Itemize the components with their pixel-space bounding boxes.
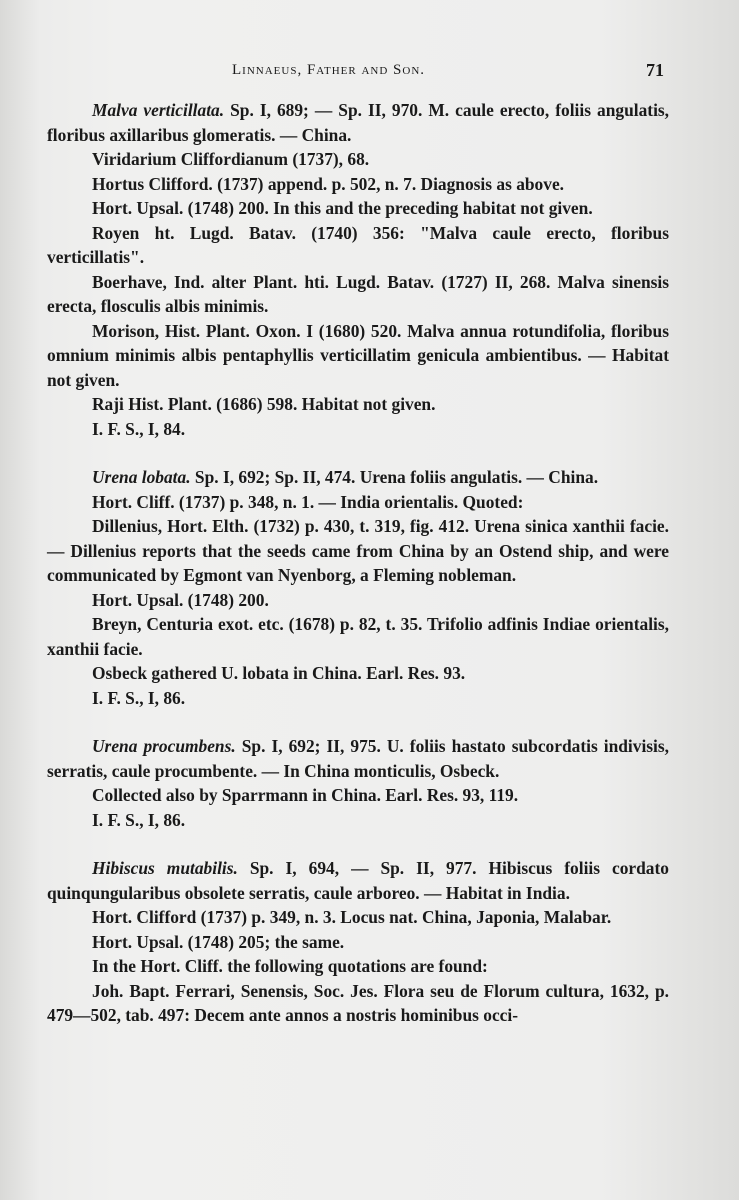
entry-reference: I. F. S., I, 84. <box>92 418 186 439</box>
entry-reference: I. F. S., I, 86. <box>92 809 186 830</box>
entry-paragraph: Hort. Clifford (1737) p. 349, n. 3. Locus nat. China, Japonia, Malabar. <box>92 907 612 927</box>
entry-paragraph: In the Hort. Cliff. the following quotations are found: <box>92 956 488 976</box>
entry-paragraph: Hibiscus mutabilis. Sp. I, 694, — Sp. II, 977. Hibiscus foliis cordato quinqungularibus obsolete serratis, caule arboreo. — Habitat in India. <box>47 858 669 903</box>
entry-paragraph: Royen ht. Lugd. Batav. (1740) 356: "Malva caule erecto, floribus verticillatis". <box>47 222 669 267</box>
entry-paragraph: Dillenius, Hort. Elth. (1732) p. 430, t. 319, fig. 412. Urena sinica xanthii facie. — Dillenius reports that the seeds came from China by an Ostend ship, and were communicated by Egmont van Nyenborg, a Fleming nobleman. <box>47 516 669 585</box>
entry-paragraph: Raji Hist. Plant. (1686) 598. Habitat not given. <box>92 394 436 414</box>
entry-paragraph: Viridarium Cliffordianum (1737), 68. <box>92 149 370 169</box>
entry-paragraph: Morison, Hist. Plant. Oxon. I (1680) 520. Malva annua rotundifolia, floribus omnium minimis albis pentaphyllis verticillatim genicula ambientibus. — Habitat not given. <box>47 320 669 390</box>
entry-paragraph: Breyn, Centuria exot. etc. (1678) p. 82, t. 35. Trifolio adfinis Indiae orientalis, xanthii facie. <box>47 614 669 659</box>
page-body <box>47 98 669 1028</box>
taxon-name: Hibiscus mutabilis. <box>92 858 238 878</box>
entry-separator <box>47 832 669 856</box>
entry-urena-lobata <box>47 465 669 710</box>
entry-separator <box>47 441 669 465</box>
entry-paragraph: Osbeck gathered U. lobata in China. Earl. Res. 93. <box>92 663 466 683</box>
entry-paragraph: Hort. Upsal. (1748) 200. In this and the preceding habitat not given. <box>92 198 593 218</box>
entry-paragraph: Hort. Upsal. (1748) 205; the same. <box>92 931 345 952</box>
entry-paragraph: Hort. Upsal. (1748) 200. <box>92 589 269 610</box>
taxon-name: Malva verticillata. <box>92 100 225 120</box>
entry-paragraph: Hort. Cliff. (1737) p. 348, n. 1. — India orientalis. Quoted: <box>92 491 524 512</box>
running-head: Linnaeus, Father and Son. <box>232 62 426 78</box>
entry-paragraph: Urena lobata. Sp. I, 692; Sp. II, 474. Urena foliis angulatis. — China. <box>92 467 599 487</box>
taxon-name: Urena lobata. <box>92 467 191 487</box>
entry-paragraph: Joh. Bapt. Ferrari, Senensis, Soc. Jes. Flora seu de Florum cultura, 1632, p. 479—502, tab. 497: Decem ante annos a nostris hominibus occi- <box>47 980 669 1025</box>
entry-paragraph: Collected also by Sparrmann in China. Earl. Res. 93, 119. <box>92 785 519 805</box>
page-number: 71 <box>646 60 664 80</box>
entry-malva-verticillata <box>47 98 669 441</box>
entry-paragraph: Boerhave, Ind. alter Plant. hti. Lugd. Batav. (1727) II, 268. Malva sinensis erecta, flosculis albis minimis. <box>47 271 669 316</box>
entry-paragraph: Malva verticillata. Sp. I, 689; — Sp. II, 970. M. caule erecto, foliis angulatis, floribus axillaribus glomeratis. — China. <box>47 100 670 145</box>
entry-hibiscus-mutabilis <box>47 856 669 1028</box>
page-header <box>0 58 739 86</box>
entry-paragraph: Urena procumbens. Sp. I, 692; II, 975. U. foliis hastato subcordatis indivisis, serratis, caule procumbente. — In China monticulis, Osbeck. <box>47 736 669 781</box>
entry-reference: I. F. S., I, 86. <box>92 687 186 708</box>
entry-urena-procumbens <box>47 734 669 832</box>
taxon-name: Urena procumbens. <box>92 736 236 756</box>
entry-paragraph: Hortus Clifford. (1737) append. p. 502, n. 7. Diagnosis as above. <box>92 173 565 194</box>
entry-separator <box>47 710 669 734</box>
